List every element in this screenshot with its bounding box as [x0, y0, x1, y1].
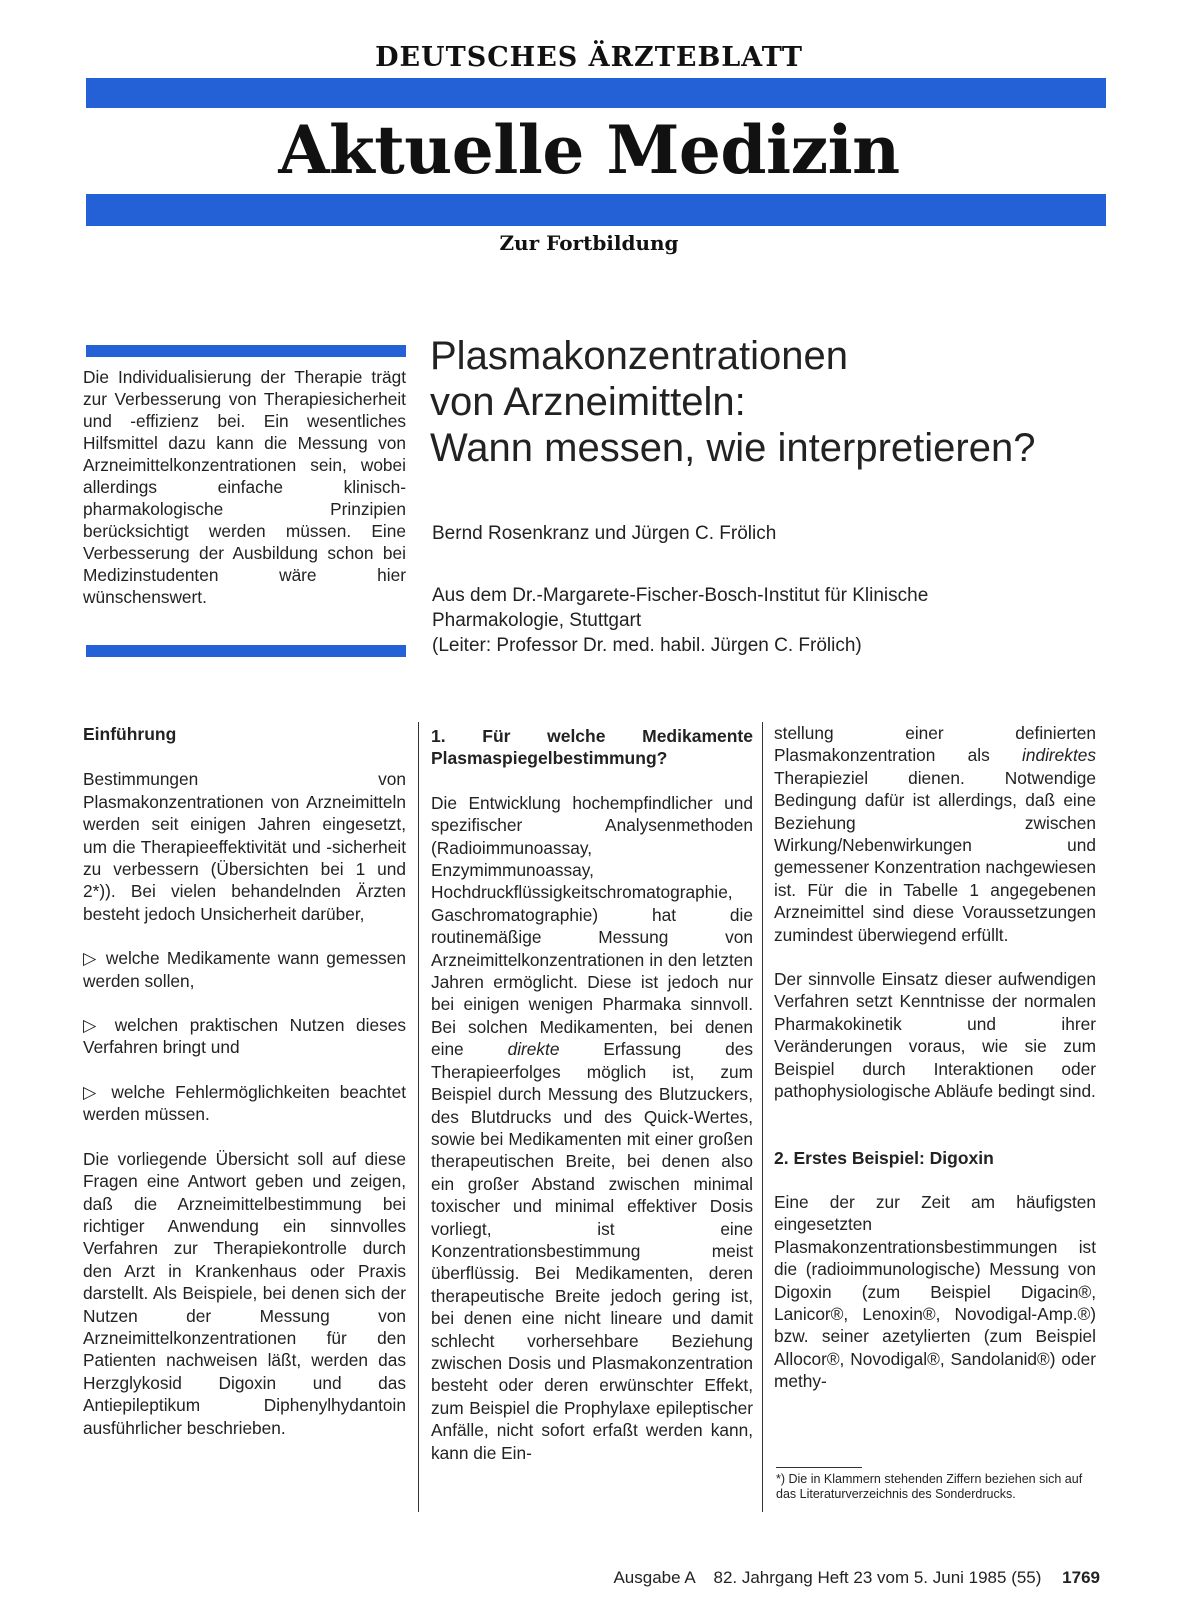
heading-introduction: Einführung [83, 724, 177, 744]
paragraph [774, 722, 1096, 946]
footnote: *) Die in Klammern stehenden Ziffern beziehen sich auf das Literaturverzeichnis des Sonderdrucks. [776, 1472, 1083, 1501]
abstract-bar-top [86, 345, 406, 357]
column-rule-1 [418, 722, 419, 1512]
bullet-item: ▷ welchen praktischen Nutzen dieses Verfahren bringt und [83, 1015, 406, 1058]
heading-section-1: 1. Für welche Medikamente Plasmaspiegelbestimmung? [431, 726, 753, 769]
footer-issue: 82. Jahrgang Heft 23 vom 5. Juni 1985 (55) [713, 1568, 1042, 1587]
article-title [430, 333, 1150, 471]
column-rule-2 [762, 722, 763, 1512]
authors: Bernd Rosenkranz und Jürgen C. Frölich [432, 523, 777, 544]
text-run: stellung einer definierten Plasmakonzentration als [774, 723, 1096, 766]
affiliation-line: Aus dem Dr.-Margarete-Fischer-Bosch-Institut für Klinische [432, 585, 929, 606]
paragraph: Die vorliegende Übersicht soll auf diese Fragen eine Antwort geben und zeigen, daß die Arzneimittelbestimmung bei richtiger Anwendung ein sinnvolles Verfahren zur Therapiekontrolle durch den Arzt in Krankenhaus oder Praxis darstellt. Als Beispiele, bei denen sich der Nutzen der Messung von Arzneimittelkonzentrationen für den Patienten nachweisen läßt, werden das Herzglykosid Digoxin und das Antiepileptikum Diphenylhydantoin ausführlicher beschrieben. [83, 1148, 406, 1438]
bullet-item: ▷ welche Medikamente wann gemessen werden sollen, [83, 948, 406, 991]
emphasis: indirektes [1022, 745, 1096, 766]
column-1 [83, 723, 406, 1439]
abstract: Die Individualisierung der Therapie trägt zur Verbesserung von Therapiesicherheit und -effizienz bei. Ein wesentliches Hilfsmittel dazu kann die Messung von Arzneimittelkonzentrationen sein, wobei allerdings einfache klinisch-pharmakologische Prinzipien berücksichtigt werden müssen. Eine Verbesserung der Ausbildung schon bei Medizinstudenten wäre hier wünschenswert. [83, 367, 406, 607]
text-run: Die Entwicklung hochempfindlicher und spezifischer Analysenmethoden (Radioimmunoassay, Enzymimmunoassay, Hochdruckflüssigkeitschromatographie, Gaschromatographie) hat die routinemäßige Messung von Arzneimittelkonzentrationen in den letzten Jahren ermöglicht. Diese ist jedoch nur bei einigen wenigen Pharmaka sinnvoll. Bei solchen Medikamenten, bei denen eine [431, 792, 753, 1060]
text-run: Erfassung des Therapieerfolges möglich ist, zum Beispiel durch Messung des Blutzuckers, des Blutdrucks und des Quick-Wertes, sowie bei Medikamenten mit einer großen therapeutischen Breite, bei denen also ein großer Abstand zwischen minimal toxischer und minimal effektiver Dosis vorliegt, ist eine Konzentrationsbestimmung meist überflüssig. Bei Medikamenten, deren therapeutische Breite jedoch gering ist, bei denen eine nicht lineare und damit schlecht vorhersehbare Beziehung zwischen Dosis und Plasmakonzentration besteht oder deren erwünschter Effekt, zum Beispiel die Prophylaxe epileptischer Anfälle, nicht sofort erfaßt werden kann, kann die Ein- [431, 1039, 753, 1463]
heading-section-2: 2. Erstes Beispiel: Digoxin [774, 1147, 994, 1168]
text-run: Therapieziel dienen. Notwendige Bedingung dafür ist allerdings, daß eine Beziehung zwischen Wirkung/Nebenwirkungen und gemessener Konzentration nachgewiesen ist. Für die in Tabelle 1 angegebenen Arzneimittel sind diese Voraussetzungen zumindest überwiegend erfüllt. [774, 767, 1096, 945]
article-title-line: Wann messen, wie interpretieren? [430, 426, 1036, 470]
section-title: Aktuelle Medizin [278, 111, 900, 189]
page-number: 1769 [1062, 1568, 1100, 1587]
paragraph: Eine der zur Zeit am häufigsten eingesetzten Plasmakonzentrationsbestimmungen ist die (radioimmunologische) Messung von Digoxin (zum Beispiel Digacin®, Lanicor®, Lenoxin®, Novodigal-Amp.®) bzw. seiner azetylierten (zum Beispiel Allocor®, Novodigal®, Sandolanid®) oder methy- [774, 1191, 1096, 1392]
paragraph: Der sinnvolle Einsatz dieser aufwendigen Verfahren setzt Kenntnisse der normalen Pharmakokinetik und ihrer Veränderungen voraus, wie sie zum Beispiel durch Interaktionen oder pathophysiologische Abläufe bedingt sind. [774, 969, 1096, 1102]
affiliation-line: Pharmakologie, Stuttgart [432, 610, 642, 631]
bullet-item: ▷ welche Fehlermöglichkeiten beachtet werden müssen. [83, 1081, 406, 1125]
column-2 [431, 725, 753, 1464]
article-title-line: Plasmakonzentrationen [430, 334, 849, 378]
emphasis: direkte [507, 1039, 560, 1060]
paragraph [431, 792, 753, 1464]
footer-edition: Ausgabe A [613, 1568, 695, 1587]
section-subtitle: Zur Fortbildung [499, 231, 679, 255]
journal-name: DEUTSCHES ÄRZTEBLATT [375, 42, 803, 73]
page-footer [540, 1568, 1100, 1588]
footnote-rule [776, 1467, 862, 1468]
article-title-line: von Arzneimitteln: [430, 380, 746, 424]
paragraph: Bestimmungen von Plasmakonzentrationen von Arzneimitteln werden seit einigen Jahren eingesetzt, um die Therapieeffektivität und -sicherheit zu verbessern (Übersichten bei 1 und 2*)). Bei vielen behandelnden Ärzten besteht jedoch Unsicherheit darüber, [83, 769, 406, 924]
header-bar-bottom [86, 194, 1106, 226]
header-bar-top [86, 78, 1106, 108]
affiliation-line: (Leiter: Professor Dr. med. habil. Jürgen C. Frölich) [432, 635, 862, 656]
column-3 [774, 722, 1096, 1393]
abstract-bar-bottom [86, 645, 406, 657]
affiliation [432, 583, 1132, 658]
